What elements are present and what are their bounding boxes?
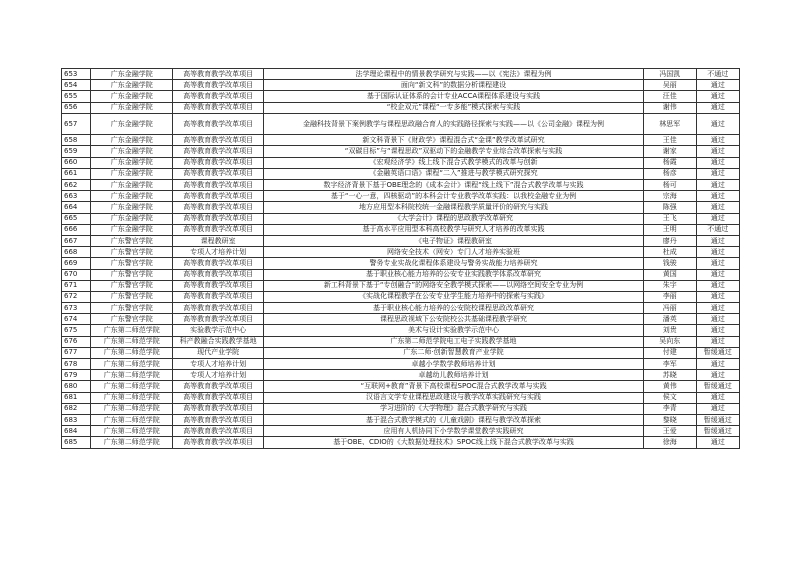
review-result: 不通过 xyxy=(696,224,739,235)
project-title: 课程思政视域下公安院校公共基础课程教学研究 xyxy=(264,314,644,325)
project-category: 高等教育教学改革项目 xyxy=(173,403,264,414)
review-result: 不通过 xyxy=(696,69,739,80)
review-result: 通过 xyxy=(696,336,739,347)
project-leader: 潘英 xyxy=(644,314,697,325)
school-name: 广东金融学院 xyxy=(91,80,173,91)
project-title: 法学理论课程中的情景教学研究与实践——以《宪法》课程为例 xyxy=(264,69,644,80)
table-row xyxy=(62,303,740,314)
project-category: 高等教育教学改革项目 xyxy=(173,135,264,146)
school-name: 广东第二师范学院 xyxy=(91,381,173,392)
school-name: 广东警官学院 xyxy=(91,235,173,246)
project-category: 实验教学示范中心 xyxy=(173,325,264,336)
project-category: 高等教育教学改革项目 xyxy=(173,426,264,437)
review-result: 通过 xyxy=(696,280,739,291)
table-row xyxy=(62,191,740,202)
project-category: 高等教育教学改革项目 xyxy=(173,146,264,157)
review-result: 通过 xyxy=(696,168,739,179)
table-row xyxy=(62,370,740,381)
project-category: 专项人才培养计划 xyxy=(173,247,264,258)
table-row xyxy=(62,213,740,224)
project-category: 高等教育教学改革项目 xyxy=(173,202,264,213)
project-leader: 王爱 xyxy=(644,426,697,437)
review-result: 暂缓通过 xyxy=(696,347,739,358)
project-leader: 李军 xyxy=(644,359,697,370)
project-title: 网络安全技术（网安）专门人才培养实验班 xyxy=(264,247,644,258)
school-name: 广东第二师范学院 xyxy=(91,347,173,358)
school-name: 广东第二师范学院 xyxy=(91,359,173,370)
row-number: 683 xyxy=(62,414,91,425)
school-name: 广东第二师范学院 xyxy=(91,370,173,381)
row-number: 676 xyxy=(62,336,91,347)
school-name: 广东金融学院 xyxy=(91,213,173,224)
table-row xyxy=(62,247,740,258)
project-title: “互联网+教育”背景下高校课程SPOC混合式教学改革与实践 xyxy=(264,381,644,392)
table-row xyxy=(62,336,740,347)
project-title: 数字经济背景下基于OBE理念的《成本会计》课程“线上线下”混合式教学改革与实践 xyxy=(264,180,644,191)
project-leader: 杨彦 xyxy=(644,168,697,179)
row-number: 673 xyxy=(62,303,91,314)
project-leader: 宗海 xyxy=(644,191,697,202)
table-row xyxy=(62,202,740,213)
project-leader: 廖丹 xyxy=(644,235,697,246)
project-title: 面向“新文科”的数据分析课程建设 xyxy=(264,80,644,91)
row-number: 684 xyxy=(62,426,91,437)
school-name: 广东第二师范学院 xyxy=(91,336,173,347)
project-leader: 刘贵 xyxy=(644,325,697,336)
project-category: 高等教育教学改革项目 xyxy=(173,269,264,280)
project-title: 广东二师·创新智慧教育产业学院 xyxy=(264,347,644,358)
table-row xyxy=(62,258,740,269)
project-title: 基于高水平应用型本科高校教学与研究人才培养的改革实践 xyxy=(264,224,644,235)
row-number: 667 xyxy=(62,235,91,246)
project-category: 高等教育教学改革项目 xyxy=(173,414,264,425)
project-leader: 徐海 xyxy=(644,437,697,448)
project-category: 高等教育教学改革项目 xyxy=(173,258,264,269)
row-number: 682 xyxy=(62,403,91,414)
project-title: “双碳目标”与“课程思政”双驱动下的金融教学专业综合改革探索与实践 xyxy=(264,146,644,157)
project-title: 基于职业核心能力培养的公安院校课程思政改革研究 xyxy=(264,303,644,314)
project-title: “校企双元”课程“一专多能”模式探索与实践 xyxy=(264,102,644,113)
project-title: 《宏观经济学》线上线下混合式教学模式的改革与创新 xyxy=(264,157,644,168)
project-category: 高等教育教学改革项目 xyxy=(173,168,264,179)
project-leader: 陈强 xyxy=(644,202,697,213)
school-name: 广东警官学院 xyxy=(91,269,173,280)
project-title: 应用有人机协同下小学数学课堂教学实践研究 xyxy=(264,426,644,437)
row-number: 679 xyxy=(62,370,91,381)
school-name: 广东第二师范学院 xyxy=(91,437,173,448)
project-leader: 杨霞 xyxy=(644,157,697,168)
project-leader: 王佳 xyxy=(644,135,697,146)
review-result: 通过 xyxy=(696,213,739,224)
row-number: 655 xyxy=(62,91,91,102)
project-title: 学习进阶的《大学物理》混合式教学研究与实践 xyxy=(264,403,644,414)
project-title: 《金融英语口语》课程“二入”推进与教学模式研究探究 xyxy=(264,168,644,179)
project-title: 基于OBE、CDIO的《大数据处理技术》SPOC线上线下混合式教学改革与实践 xyxy=(264,437,644,448)
row-number: 662 xyxy=(62,180,91,191)
school-name: 广东警官学院 xyxy=(91,247,173,258)
project-leader: 冯丽 xyxy=(644,303,697,314)
project-leader: 苏晓 xyxy=(644,370,697,381)
school-name: 广东金融学院 xyxy=(91,91,173,102)
review-result: 通过 xyxy=(696,359,739,370)
table-row xyxy=(62,414,740,425)
school-name: 广东金融学院 xyxy=(91,69,173,80)
school-name: 广东第二师范学院 xyxy=(91,414,173,425)
review-result: 通过 xyxy=(696,202,739,213)
project-category: 高等教育教学改革项目 xyxy=(173,102,264,113)
review-result: 通过 xyxy=(696,291,739,302)
table-row xyxy=(62,91,740,102)
project-title: 卓越幼儿教师培养计划 xyxy=(264,370,644,381)
project-title: 新文科背景下《财政学》课程混合式“金课”教学改革试研究 xyxy=(264,135,644,146)
row-number: 672 xyxy=(62,291,91,302)
project-title: 地方应用型本科院校统一金融课程教学质量评价的研究与实践 xyxy=(264,202,644,213)
school-name: 广东警官学院 xyxy=(91,258,173,269)
table-body xyxy=(62,69,740,449)
project-title: 美术与设计实验教学示范中心 xyxy=(264,325,644,336)
project-title: 基于“一心一意，四核驱动”的本科会计专业教学改革实践：以我校金融专业为例 xyxy=(264,191,644,202)
row-number: 663 xyxy=(62,191,91,202)
school-name: 广东第二师范学院 xyxy=(91,392,173,403)
project-leader: 钱骏 xyxy=(644,258,697,269)
project-leader: 侯文 xyxy=(644,392,697,403)
review-result: 通过 xyxy=(696,235,739,246)
table-row xyxy=(62,392,740,403)
row-number: 658 xyxy=(62,135,91,146)
row-number: 680 xyxy=(62,381,91,392)
project-leader: 黄伟 xyxy=(644,381,697,392)
project-category: 高等教育教学改革项目 xyxy=(173,381,264,392)
school-name: 广东金融学院 xyxy=(91,202,173,213)
table-row xyxy=(62,291,740,302)
review-result: 通过 xyxy=(696,180,739,191)
row-number: 674 xyxy=(62,314,91,325)
table-row xyxy=(62,146,740,157)
school-name: 广东警官学院 xyxy=(91,303,173,314)
review-result: 暂缓通过 xyxy=(696,381,739,392)
project-leader: 付建 xyxy=(644,347,697,358)
table-row xyxy=(62,269,740,280)
table-row xyxy=(62,168,740,179)
row-number: 660 xyxy=(62,157,91,168)
table-row xyxy=(62,437,740,448)
review-result: 暂缓通过 xyxy=(696,426,739,437)
project-category: 高等教育教学改革项目 xyxy=(173,180,264,191)
review-result: 通过 xyxy=(696,102,739,113)
project-title: 基于混合式教学模式的《儿童戏剧》课程与教学改革探索 xyxy=(264,414,644,425)
school-name: 广东金融学院 xyxy=(91,191,173,202)
school-name: 广东第二师范学院 xyxy=(91,325,173,336)
review-result: 通过 xyxy=(696,258,739,269)
review-result: 通过 xyxy=(696,247,739,258)
table-row xyxy=(62,381,740,392)
project-title: 《大学会计》课程的思政教学改革研究 xyxy=(264,213,644,224)
project-title: 卓越小学数学教师培养计划 xyxy=(264,359,644,370)
row-number: 668 xyxy=(62,247,91,258)
project-category: 科产教融合实践教学基地 xyxy=(173,336,264,347)
project-title: 基于国际认证体系的会计专业ACCA课程体系建设与实践 xyxy=(264,91,644,102)
project-category: 高等教育教学改革项目 xyxy=(173,303,264,314)
project-title: 警务专业实战化课程体系建设与警务实战能力培养研究 xyxy=(264,258,644,269)
school-name: 广东金融学院 xyxy=(91,146,173,157)
project-leader: 李丽 xyxy=(644,291,697,302)
review-result: 通过 xyxy=(696,146,739,157)
row-number: 678 xyxy=(62,359,91,370)
school-name: 广东金融学院 xyxy=(91,102,173,113)
project-category: 高等教育教学改革项目 xyxy=(173,69,264,80)
row-number: 666 xyxy=(62,224,91,235)
project-leader: 吴丽 xyxy=(644,80,697,91)
table-row xyxy=(62,80,740,91)
table-row xyxy=(62,157,740,168)
table-row xyxy=(62,359,740,370)
project-leader: 王明 xyxy=(644,224,697,235)
project-title: 《电子物证》课程教研室 xyxy=(264,235,644,246)
review-result: 通过 xyxy=(696,135,739,146)
row-number: 659 xyxy=(62,146,91,157)
project-title: 新工科背景下基于“专创融合”的网络安全教学模式探索——以网络空间安全专业为例 xyxy=(264,280,644,291)
school-name: 广东金融学院 xyxy=(91,224,173,235)
project-leader: 王飞 xyxy=(644,213,697,224)
review-result: 通过 xyxy=(696,191,739,202)
school-name: 广东警官学院 xyxy=(91,314,173,325)
project-leader: 杨可 xyxy=(644,180,697,191)
project-leader: 谢伟 xyxy=(644,102,697,113)
table-row xyxy=(62,403,740,414)
table-row xyxy=(62,135,740,146)
project-results-table xyxy=(61,68,740,449)
table-row xyxy=(62,314,740,325)
table-row xyxy=(62,347,740,358)
project-leader: 李青 xyxy=(644,403,697,414)
school-name: 广东第二师范学院 xyxy=(91,426,173,437)
project-leader: 吴向东 xyxy=(644,336,697,347)
project-leader: 汪佳 xyxy=(644,91,697,102)
school-name: 广东金融学院 xyxy=(91,168,173,179)
review-result: 通过 xyxy=(696,437,739,448)
project-leader: 黄国 xyxy=(644,269,697,280)
review-result: 通过 xyxy=(696,157,739,168)
project-leader: 黎晓 xyxy=(644,414,697,425)
project-leader: 冯国凯 xyxy=(644,69,697,80)
row-number: 664 xyxy=(62,202,91,213)
project-category: 课程教研室 xyxy=(173,235,264,246)
school-name: 广东金融学院 xyxy=(91,157,173,168)
school-name: 广东警官学院 xyxy=(91,291,173,302)
school-name: 广东警官学院 xyxy=(91,280,173,291)
project-category: 高等教育教学改革项目 xyxy=(173,291,264,302)
school-name: 广东第二师范学院 xyxy=(91,403,173,414)
project-category: 高等教育教学改革项目 xyxy=(173,224,264,235)
table-row xyxy=(62,113,740,135)
row-number: 653 xyxy=(62,69,91,80)
project-category: 专项人才培养计划 xyxy=(173,370,264,381)
row-number: 681 xyxy=(62,392,91,403)
review-result: 通过 xyxy=(696,113,739,135)
project-title: 《实战化课程教学在公安专业学生能力培养中的探索与实践》 xyxy=(264,291,644,302)
project-leader: 谢家 xyxy=(644,146,697,157)
project-title: 广东第二师范学院电工电子实践教学基地 xyxy=(264,336,644,347)
project-category: 高等教育教学改革项目 xyxy=(173,314,264,325)
table-row xyxy=(62,180,740,191)
row-number: 654 xyxy=(62,80,91,91)
project-category: 高等教育教学改革项目 xyxy=(173,437,264,448)
project-category: 高等教育教学改革项目 xyxy=(173,213,264,224)
school-name: 广东金融学院 xyxy=(91,113,173,135)
project-title: 基于职业核心能力培养的公安专业实践教学体系改革研究 xyxy=(264,269,644,280)
review-result: 暂缓通过 xyxy=(696,414,739,425)
row-number: 675 xyxy=(62,325,91,336)
review-result: 通过 xyxy=(696,269,739,280)
table-row xyxy=(62,426,740,437)
school-name: 广东金融学院 xyxy=(91,135,173,146)
table-row xyxy=(62,69,740,80)
review-result: 通过 xyxy=(696,91,739,102)
row-number: 671 xyxy=(62,280,91,291)
table-row xyxy=(62,280,740,291)
project-leader: 杜成 xyxy=(644,247,697,258)
row-number: 685 xyxy=(62,437,91,448)
row-number: 657 xyxy=(62,113,91,135)
table-row xyxy=(62,102,740,113)
project-leader: 林思军 xyxy=(644,113,697,135)
project-leader: 朱宇 xyxy=(644,280,697,291)
project-category: 高等教育教学改革项目 xyxy=(173,392,264,403)
row-number: 661 xyxy=(62,168,91,179)
project-category: 现代产业学院 xyxy=(173,347,264,358)
table-row xyxy=(62,224,740,235)
project-category: 高等教育教学改革项目 xyxy=(173,191,264,202)
review-result: 通过 xyxy=(696,80,739,91)
school-name: 广东金融学院 xyxy=(91,180,173,191)
row-number: 665 xyxy=(62,213,91,224)
review-result: 通过 xyxy=(696,314,739,325)
project-category: 高等教育教学改革项目 xyxy=(173,80,264,91)
project-category: 高等教育教学改革项目 xyxy=(173,91,264,102)
project-category: 高等教育教学改革项目 xyxy=(173,280,264,291)
project-category: 高等教育教学改革项目 xyxy=(173,157,264,168)
review-result: 通过 xyxy=(696,303,739,314)
row-number: 677 xyxy=(62,347,91,358)
row-number: 656 xyxy=(62,102,91,113)
row-number: 669 xyxy=(62,258,91,269)
project-title: 金融科技背景下案例教学与课程思政融合育人的实践路径探索与实践——以《公司金融》课程为例 xyxy=(264,113,644,135)
table-row xyxy=(62,235,740,246)
row-number: 670 xyxy=(62,269,91,280)
review-result: 通过 xyxy=(696,370,739,381)
project-title: 汉语言文学专业课程思政建设与教学改革实践研究与实践 xyxy=(264,392,644,403)
table-row xyxy=(62,325,740,336)
review-result: 通过 xyxy=(696,325,739,336)
review-result: 通过 xyxy=(696,392,739,403)
project-category: 高等教育教学改革项目 xyxy=(173,113,264,135)
review-result: 通过 xyxy=(696,403,739,414)
project-category: 专项人才培养计划 xyxy=(173,359,264,370)
